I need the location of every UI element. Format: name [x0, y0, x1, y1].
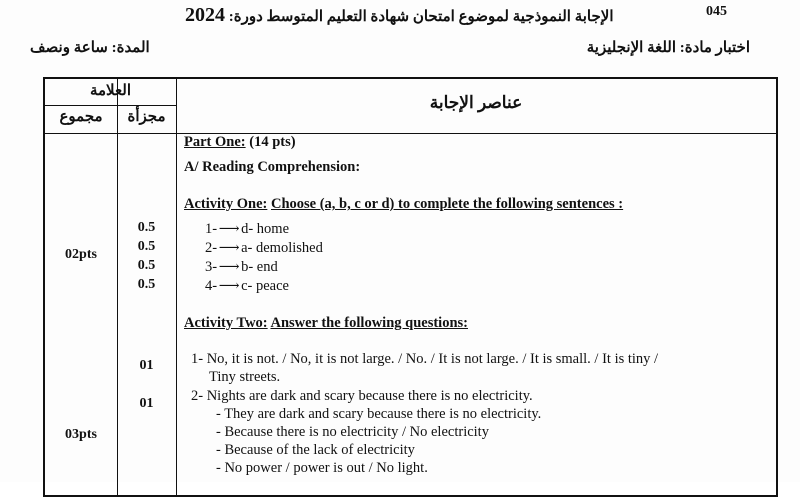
item-number: 2-: [205, 240, 218, 256]
item-answer: b- end: [241, 259, 278, 275]
part-header: مجزأة: [127, 109, 166, 125]
answer-q2-alt: - No power / power is out / No light.: [216, 460, 428, 476]
part-one-heading: [184, 134, 772, 151]
mark-header: العلامة: [89, 83, 131, 99]
duration-label: المدة: ساعة ونصف: [30, 40, 150, 56]
answer-q2-alt: - Because of the lack of electricity: [216, 442, 415, 458]
subject-label: اختبار مادة: اللغة الإنجليزية: [586, 40, 750, 56]
arrow-right-icon: ⟶: [218, 240, 240, 256]
total-mark: 03pts: [65, 427, 97, 442]
list-item: [205, 259, 772, 276]
answer-q2-alt: - They are dark and scary because there is no electricity.: [216, 406, 542, 422]
part-mark: 01: [139, 358, 154, 373]
answer-q2-line1: 2- Nights are dark and scary because there is no electricity.: [191, 388, 533, 404]
exam-code: 045: [706, 4, 727, 19]
answer-q2-alt: - Because there is no electricity / No electricity: [216, 424, 489, 440]
title-text: الإجابة النموذجية لموضوع امتحان شهادة التعليم المتوسط دورة:: [228, 9, 614, 25]
total-header: مجموع: [59, 109, 103, 125]
item-number: 3-: [205, 259, 218, 275]
part-one-label: Part One:: [184, 134, 246, 150]
list-item: [205, 278, 772, 295]
row-divider: [45, 105, 176, 106]
item-number: 1-: [205, 221, 218, 237]
part-one-points: (14 pts): [245, 134, 296, 150]
answer-header: عناصر الإجابة: [429, 93, 523, 112]
answer-q1-line1: 1- No, it is not. / No, it is not large. / No. / It is not large. / It is small. / It is tiny /: [191, 351, 659, 367]
answer-q1-line2: Tiny streets.: [209, 369, 281, 385]
part-mark: 0.5: [137, 239, 156, 254]
total-mark: 02pts: [65, 247, 97, 262]
activity-two-heading: [184, 315, 772, 332]
item-number: 4-: [205, 278, 218, 294]
part-mark: 0.5: [137, 258, 156, 273]
part-mark: 01: [139, 396, 154, 411]
exam-year: 2024: [185, 4, 225, 26]
list-item: [205, 240, 772, 257]
answer-table: [43, 77, 778, 497]
list-item: [205, 221, 772, 238]
arrow-right-icon: ⟶: [218, 278, 240, 294]
activity-one-instruction: Choose (a, b, c or d) to complete the following sentences :: [270, 196, 624, 212]
item-answer: a- demolished: [241, 240, 323, 256]
item-answer: c- peace: [241, 278, 289, 294]
activity-two-label: Activity Two:: [184, 315, 268, 331]
activity-one-label: Activity One:: [184, 196, 268, 212]
part-mark: 0.5: [137, 277, 156, 292]
activity-two-instruction: Answer the following questions:: [270, 315, 468, 331]
activity-one-heading: [184, 196, 772, 213]
part-mark: 0.5: [137, 220, 156, 235]
section-a-heading: A/ Reading Comprehension:: [184, 159, 361, 175]
arrow-right-icon: ⟶: [218, 221, 240, 237]
column-divider: [176, 79, 177, 495]
arrow-right-icon: ⟶: [218, 259, 240, 275]
item-answer: d- home: [241, 221, 290, 237]
page-title: [185, 4, 614, 27]
